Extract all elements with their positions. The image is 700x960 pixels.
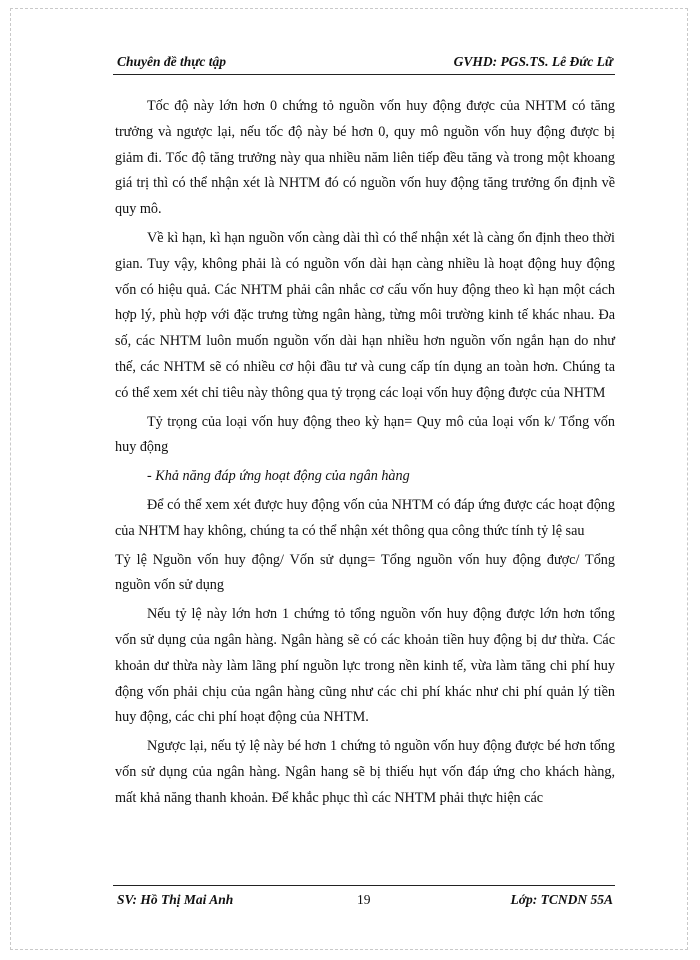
page-footer bbox=[113, 885, 615, 912]
paragraph-capacity-formula: Tỷ lệ Nguồn vốn huy động/ Vốn sử dụng= Tổng nguồn vốn huy động được/ Tổng nguồn vốn sử dụng bbox=[115, 551, 615, 594]
paragraph-ratio-less: Ngược lại, nếu tỷ lệ này bé hơn 1 chứng tỏ nguồn vốn huy động được bé hơn tổng vốn sử dụng của ngân hàng. Ngân hang sẽ bị thiếu hụt vốn đáp ứng cho khách hàng, mất khả năng thanh khoản. Để khắc phục thì các NHTM phải thực hiện các bbox=[115, 738, 615, 806]
footer-class: Lớp: TCNDN 55A bbox=[510, 892, 613, 907]
section-heading-capacity: - Khả năng đáp ứng hoạt động của ngân hàng bbox=[147, 468, 410, 485]
paragraph-capacity-intro: Để có thể xem xét được huy động vốn của NHTM có đáp ứng được các hoạt động của NHTM hay không, chúng ta có thể nhận xét thông qua công thức tính tỷ lệ sau bbox=[115, 496, 615, 539]
document-body bbox=[115, 94, 615, 815]
paragraph-ratio-greater: Nếu tỷ lệ này lớn hơn 1 chứng tỏ tổng nguồn vốn huy động được lớn hơn tổng vốn sử dụng của ngân hàng. Ngân hàng sẽ có các khoản tiền huy động bị dư thừa. Các khoản dư thừa này làm lãng phí nguồn lực trong nền kinh tế, vừa làm tăng chi phí huy động vốn phải chịu của ngân hàng cũng như các chi phí khác như chi phí quản lý tiền huy động, các chi phí hoạt động của NHTM. bbox=[115, 606, 615, 726]
footer-student: SV: Hồ Thị Mai Anh bbox=[117, 892, 234, 907]
page-number: 19 bbox=[357, 892, 371, 907]
paragraph-term: Về kì hạn, kì hạn nguồn vốn càng dài thì có thể nhận xét là càng ổn định theo thời gian. Tuy vậy, không phải là có nguồn vốn dài hạn càng nhiều là hoạt động huy động vốn có hiệu quả. Các NHTM phải cân nhắc cơ cấu vốn huy động theo kì hạn một cách hợp lý, phù hợp với đặc trưng từng ngân hàng, từng môi trường kinh tế khác nhau. Đa số, các NHTM luôn muốn nguồn vốn dài hạn nhiều hơn nguồn vốn ngắn hạn do như thế, các NHTM sẽ có nhiều cơ hội đầu tư và cung cấp tín dụng an toàn hơn. Chúng ta có thể xem xét chỉ tiêu này thông qua tỷ trọng các loại vốn huy động được của NHTM bbox=[115, 229, 615, 401]
paragraph-growth-rate: Tốc độ này lớn hơn 0 chứng tỏ nguồn vốn huy động được của NHTM có tăng trưởng và ngược lại, nếu tốc độ này bé hơn 0, quy mô nguồn vốn huy động được bị giảm đi. Tốc độ tăng trưởng này qua nhiều năm liên tiếp đều tăng và trong một khoang giá trị thì có thể nhận xét là NHTM đó có nguồn vốn huy động tăng trưởng ổn định về quy mô. bbox=[115, 98, 615, 218]
header-title: Chuyên đề thực tập bbox=[117, 54, 226, 69]
page-header bbox=[113, 52, 615, 75]
header-advisor: GVHD: PGS.TS. Lê Đức Lữ bbox=[453, 54, 613, 69]
paragraph-term-ratio-formula: Tỷ trọng của loại vốn huy động theo kỳ hạn= Quy mô của loại vốn k/ Tổng vốn huy động bbox=[115, 413, 615, 456]
